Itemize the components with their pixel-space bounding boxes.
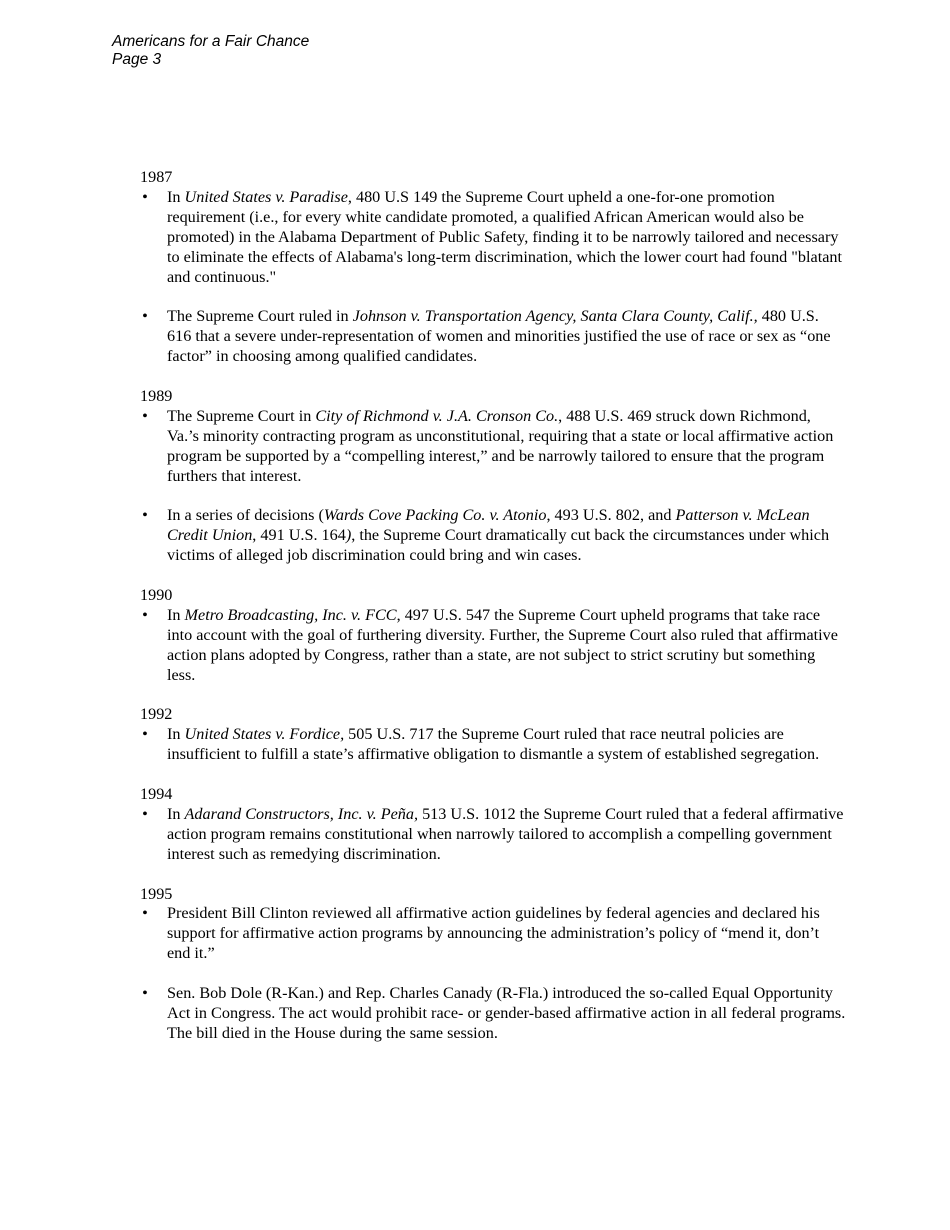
timeline-bullet-item: [140, 904, 846, 964]
year-heading: 1992: [140, 705, 173, 724]
year-heading: 1995: [140, 884, 173, 903]
bullet-icon: •: [142, 307, 148, 326]
bullet-text: , 491 U.S. 164: [252, 526, 346, 545]
bullet-text: President Bill Clinton reviewed all affirmative action guidelines by federal agencies and declared his support for affirmative action programs by announcing the administration’s policy of “mend it, don’t end it.”: [167, 904, 820, 963]
bullet-text: In: [167, 187, 185, 206]
case-name: Metro Broadcasting, Inc. v. FCC: [184, 605, 397, 624]
bullet-text: In: [167, 605, 185, 624]
year-section: [140, 586, 846, 686]
timeline-bullet-item: [140, 984, 846, 1044]
case-name: Adarand Constructors, Inc. v. Peña,: [184, 804, 419, 823]
year-section: [140, 705, 846, 765]
timeline-bullet-item: [140, 506, 846, 566]
bullet-text: , 488 U.S. 469 struck down Richmond, Va.’s minority contracting program as unconstitutional, requiring that a state or local affirmative action program be supported by a “compelling interest,” and be narrowly tailored to ensure that the program furthers that interest.: [167, 406, 834, 485]
bullet-text: , 497 U.S. 547 the Supreme Court upheld programs that take race into account with the goal of furthering diversity. Further, the Supreme Court also ruled that affirmative action plans adopted by Congress, rather than a state, are not subject to strict scrutiny but something less.: [167, 605, 838, 684]
bullet-text: 505 U.S. 717 the Supreme Court ruled that race neutral policies are insufficient to fulfill a state’s affirmative obligation to dismantle a system of established segregation.: [167, 725, 820, 764]
bullet-text: In a series of decisions (: [167, 506, 324, 525]
header-organization: Americans for a Fair Chance: [112, 33, 310, 50]
year-heading: 1989: [140, 386, 173, 405]
timeline-bullet-item: [140, 725, 846, 765]
bullet-icon: •: [142, 904, 148, 923]
bullet-icon: •: [142, 984, 148, 1003]
timeline-bullet-item: [140, 805, 846, 865]
timeline-bullet-item: [140, 188, 846, 288]
case-name: Wards Cove Packing Co. v. Atonio: [323, 506, 547, 525]
bullet-icon: •: [142, 406, 148, 425]
bullet-text: In: [167, 725, 185, 744]
page-header: [112, 33, 309, 69]
bullet-text: , 480 U.S 149 the Supreme Court upheld a one-for-one promotion requirement (i.e., for every white candidate promoted, a qualified African American would also be promoted) in the Alabama Department of Public Safety, finding it to be narrowly tailored and necessary to eliminate the effects of Alabama's long-term discrimination, which the lower court had found "blatant and continuous.": [167, 187, 842, 286]
case-name: ): [345, 526, 352, 545]
year-section: [140, 387, 846, 566]
document-body: [140, 168, 846, 1064]
year-section: [140, 785, 846, 865]
bullet-icon: •: [142, 804, 148, 823]
timeline-bullet-item: [140, 307, 846, 367]
year-heading: 1994: [140, 785, 173, 803]
timeline-bullet-item: [140, 606, 846, 686]
case-name: Johnson v. Transportation Agency, Santa Clara County, Calif.,: [352, 307, 758, 326]
bullet-text: In: [167, 804, 185, 823]
timeline-bullet-item: [140, 407, 846, 487]
year-section: [140, 168, 846, 367]
bullet-text: , the Supreme Court dramatically cut back the circumstances under which victims of alleged job discrimination could bring and win cases.: [167, 526, 830, 565]
year-heading: 1990: [140, 585, 173, 604]
bullet-icon: •: [142, 187, 148, 206]
bullet-text: , 493 U.S. 802, and: [546, 506, 676, 525]
case-name: United States v. Fordice,: [184, 725, 345, 744]
bullet-text: The Supreme Court in: [167, 406, 316, 425]
bullet-icon: •: [142, 506, 148, 525]
bullet-text: 513 U.S. 1012 the Supreme Court ruled that a federal affirmative action program remains constitutional when narrowly tailored to accomplish a compelling government interest such as remedying discrimination.: [167, 804, 844, 863]
year-section: [140, 885, 846, 1044]
year-heading: 1987: [140, 168, 173, 186]
case-name: City of Richmond v. J.A. Cronson Co.: [315, 406, 559, 425]
bullet-text: Sen. Bob Dole (R-Kan.) and Rep. Charles Canady (R-Fla.) introduced the so-called Equal Opportunity Act in Congress. The act would prohibit race- or gender-based affirmative action in all federal programs. The bill died in the House during the same session.: [167, 984, 846, 1042]
case-name: Patterson v. McLean Credit Union: [167, 506, 810, 545]
bullet-icon: •: [142, 605, 148, 624]
header-page-number: Page 3: [112, 51, 162, 68]
bullet-icon: •: [142, 725, 148, 744]
case-name: United States v. Paradise: [184, 187, 348, 206]
bullet-text: The Supreme Court ruled in: [167, 307, 353, 326]
bullet-text: 480 U.S. 616 that a severe under-representation of women and minorities justified the use of race or sex as “one factor” in choosing among qualified candidates.: [167, 307, 831, 366]
